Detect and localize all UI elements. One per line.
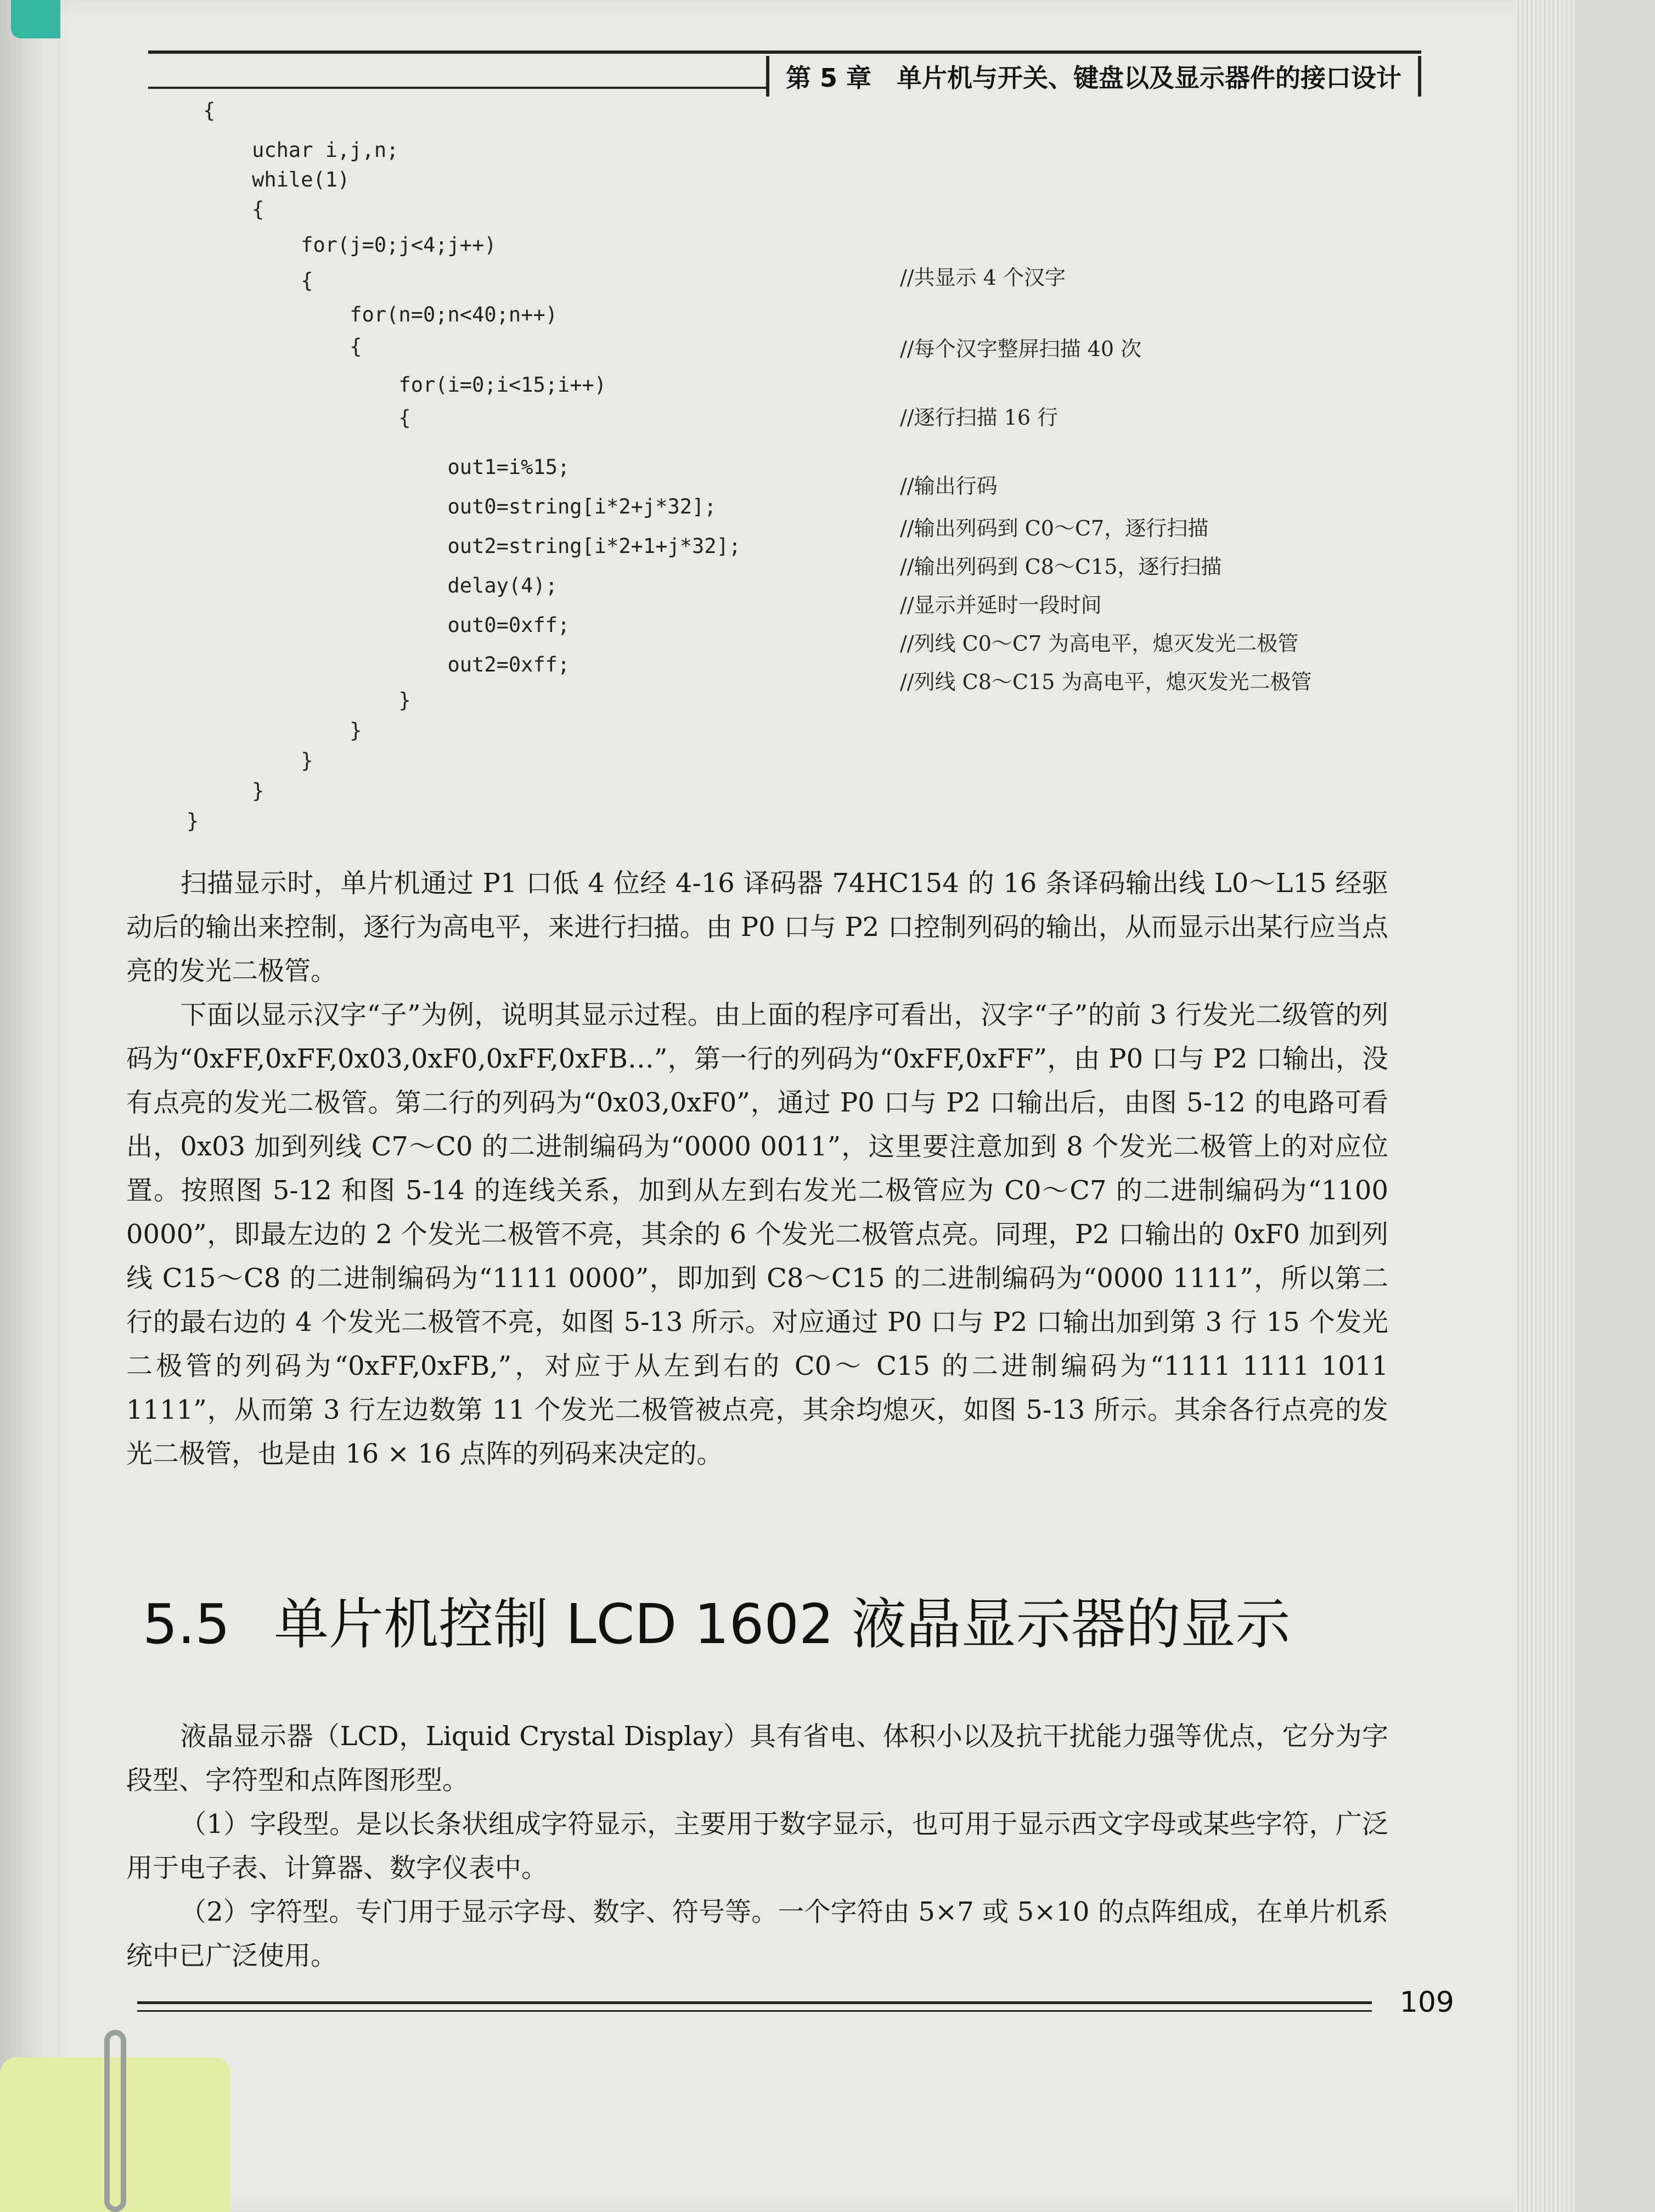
code-line: }: [203, 719, 362, 742]
paragraph-text: 液晶显示器（LCD，Liquid Crystal Display）具有省电、体积小以及抗干扰能力强等优点，它分为字段型、字符型和点阵图形型。: [126, 1721, 1388, 1796]
comment-line: //列线 C8～C15 为高电平，熄灭发光二极管: [900, 670, 1312, 694]
code-line: }: [203, 749, 313, 772]
paragraph-text: （2）字符型。专门用于显示字母、数字、符号等。一个字符由 5×7 或 5×10 的点阵组成，在单片机系统中已广泛使用。: [126, 1897, 1388, 1971]
section-heading: [143, 1580, 1405, 1659]
page-edges: [1515, 0, 1575, 2212]
comment-line: //共显示 4 个汉字: [900, 266, 1066, 290]
code-line: for(i=0;i<15;i++): [203, 373, 607, 397]
code-line: while(1): [203, 168, 350, 191]
code-line: out2=string[i*2+1+j*32];: [203, 534, 741, 558]
code-line: }: [203, 689, 411, 712]
code-line: uchar i,j,n;: [203, 138, 399, 162]
code-line: out1=i%15;: [203, 455, 570, 479]
comment-line: //输出列码到 C0～C7，逐行扫描: [900, 516, 1209, 540]
paragraph-text: （1）字段型。是以长条状组成字符显示，主要用于数字显示，也可用于显示西文字母或某些字符，广泛用于电子表、计算器、数字仪表中。: [126, 1809, 1388, 1883]
code-line: delay(4);: [203, 574, 558, 597]
running-header: [148, 44, 1421, 99]
chapter-title: 第 5 章 单片机与开关、键盘以及显示器件的接口设计: [766, 56, 1421, 97]
code-line: for(n=0;n<40;n++): [203, 303, 558, 326]
comment-line: //列线 C0～C7 为高电平，熄灭发光二极管: [900, 631, 1299, 656]
body-paragraph: [126, 1890, 1388, 1978]
comment-line: //显示并延时一段时间: [900, 593, 1102, 617]
code-line: {: [203, 269, 313, 292]
body-paragraph: [126, 861, 1388, 993]
comment-line: //逐行扫描 16 行: [900, 405, 1059, 430]
code-line: }: [187, 809, 199, 833]
header-rule: [148, 50, 1421, 54]
code-line: out2=0xff;: [203, 653, 570, 676]
code-line: {: [203, 335, 362, 358]
body-paragraph: [126, 1802, 1388, 1890]
code-line: out0=0xff;: [203, 613, 570, 637]
code-line: {: [203, 99, 216, 122]
section-number: 5.5: [143, 1592, 230, 1656]
code-line: out0=string[i*2+j*32];: [203, 495, 717, 518]
body-paragraph: [126, 993, 1388, 1476]
paragraph-text: 扫描显示时，单片机通过 P1 口低 4 位经 4-16 译码器 74HC154 的 16 条译码输出线 L0～L15 经驱动后的输出来控制，逐行为高电平，来进行扫描。由 P0 口与 P2 口控制列码的输出，从而显示出某行应当点亮的发光二极管。: [126, 868, 1388, 986]
footer-rule: [137, 2010, 1372, 2012]
section-title: 单片机控制 LCD 1602 液晶显示器的显示: [274, 1592, 1291, 1656]
comment-line: //输出行码: [900, 474, 998, 498]
comment-line: //输出列码到 C8～C15，逐行扫描: [900, 555, 1222, 579]
code-line: for(j=0;j<4;j++): [203, 233, 497, 257]
code-line: {: [203, 198, 264, 221]
page-number: 109: [1399, 1986, 1454, 2019]
page-footer: [137, 1986, 1460, 2024]
binder-clip: [104, 2030, 126, 2212]
code-line: {: [203, 406, 411, 430]
code-line: }: [203, 779, 264, 803]
paragraph-text: 下面以显示汉字“子”为例，说明其显示过程。由上面的程序可看出，汉字“子”的前 3 行发光二级管的列码为“0xFF,0xFF,0x03,0xF0,0xFF,0xFB…”，第一行的列码为“0xFF,0xFF”，由 P0 口与 P2 口输出，没有点亮的发光二极管。第二行的列码为“0x03,0xF0”，通过 P0 口与 P2 口输出后，由图 5-12 的电路可看出，0x03 加到列线 C7～C0 的二进制编码为“0000 0011”，这里要注意加到 8 个发光二极管上的对应位置。按照图 5-12 和图 5-14 的连线关系，加到从左到右发光二极管应为 C0～C7 的二进制编码为“1100 0000”，即最左边的 2 个发光二极管不亮，其余的 6 个发光二极管点亮。同理，P2 口输出的 0xF0 加到列线 C15～C8 的二进制编码为“1111 0000”，即加到 C8～C15 的二进制编码为“0000 1111”，所以第二行的最右边的 4 个发光二极管不亮，如图 5-13 所示。对应通过 P0 口与 P2 口输出加到第 3 行 15 个发光二极管的列码为“0xFF,0xFB,”，对应于从左到右的 C0～ C15 的二进制编码为“1111 1111 1011 1111”，从而第 3 行左边数第 11 个发光二极管被点亮，其余均熄灭，如图 5-13 所示。其余各行点亮的发光二极管，也是由 16 × 16 点阵的列码来决定的。: [126, 1000, 1388, 1469]
comment-line: //每个汉字整屏扫描 40 次: [900, 337, 1142, 361]
body-paragraph: [126, 1714, 1388, 1802]
footer-rule: [137, 2001, 1372, 2004]
